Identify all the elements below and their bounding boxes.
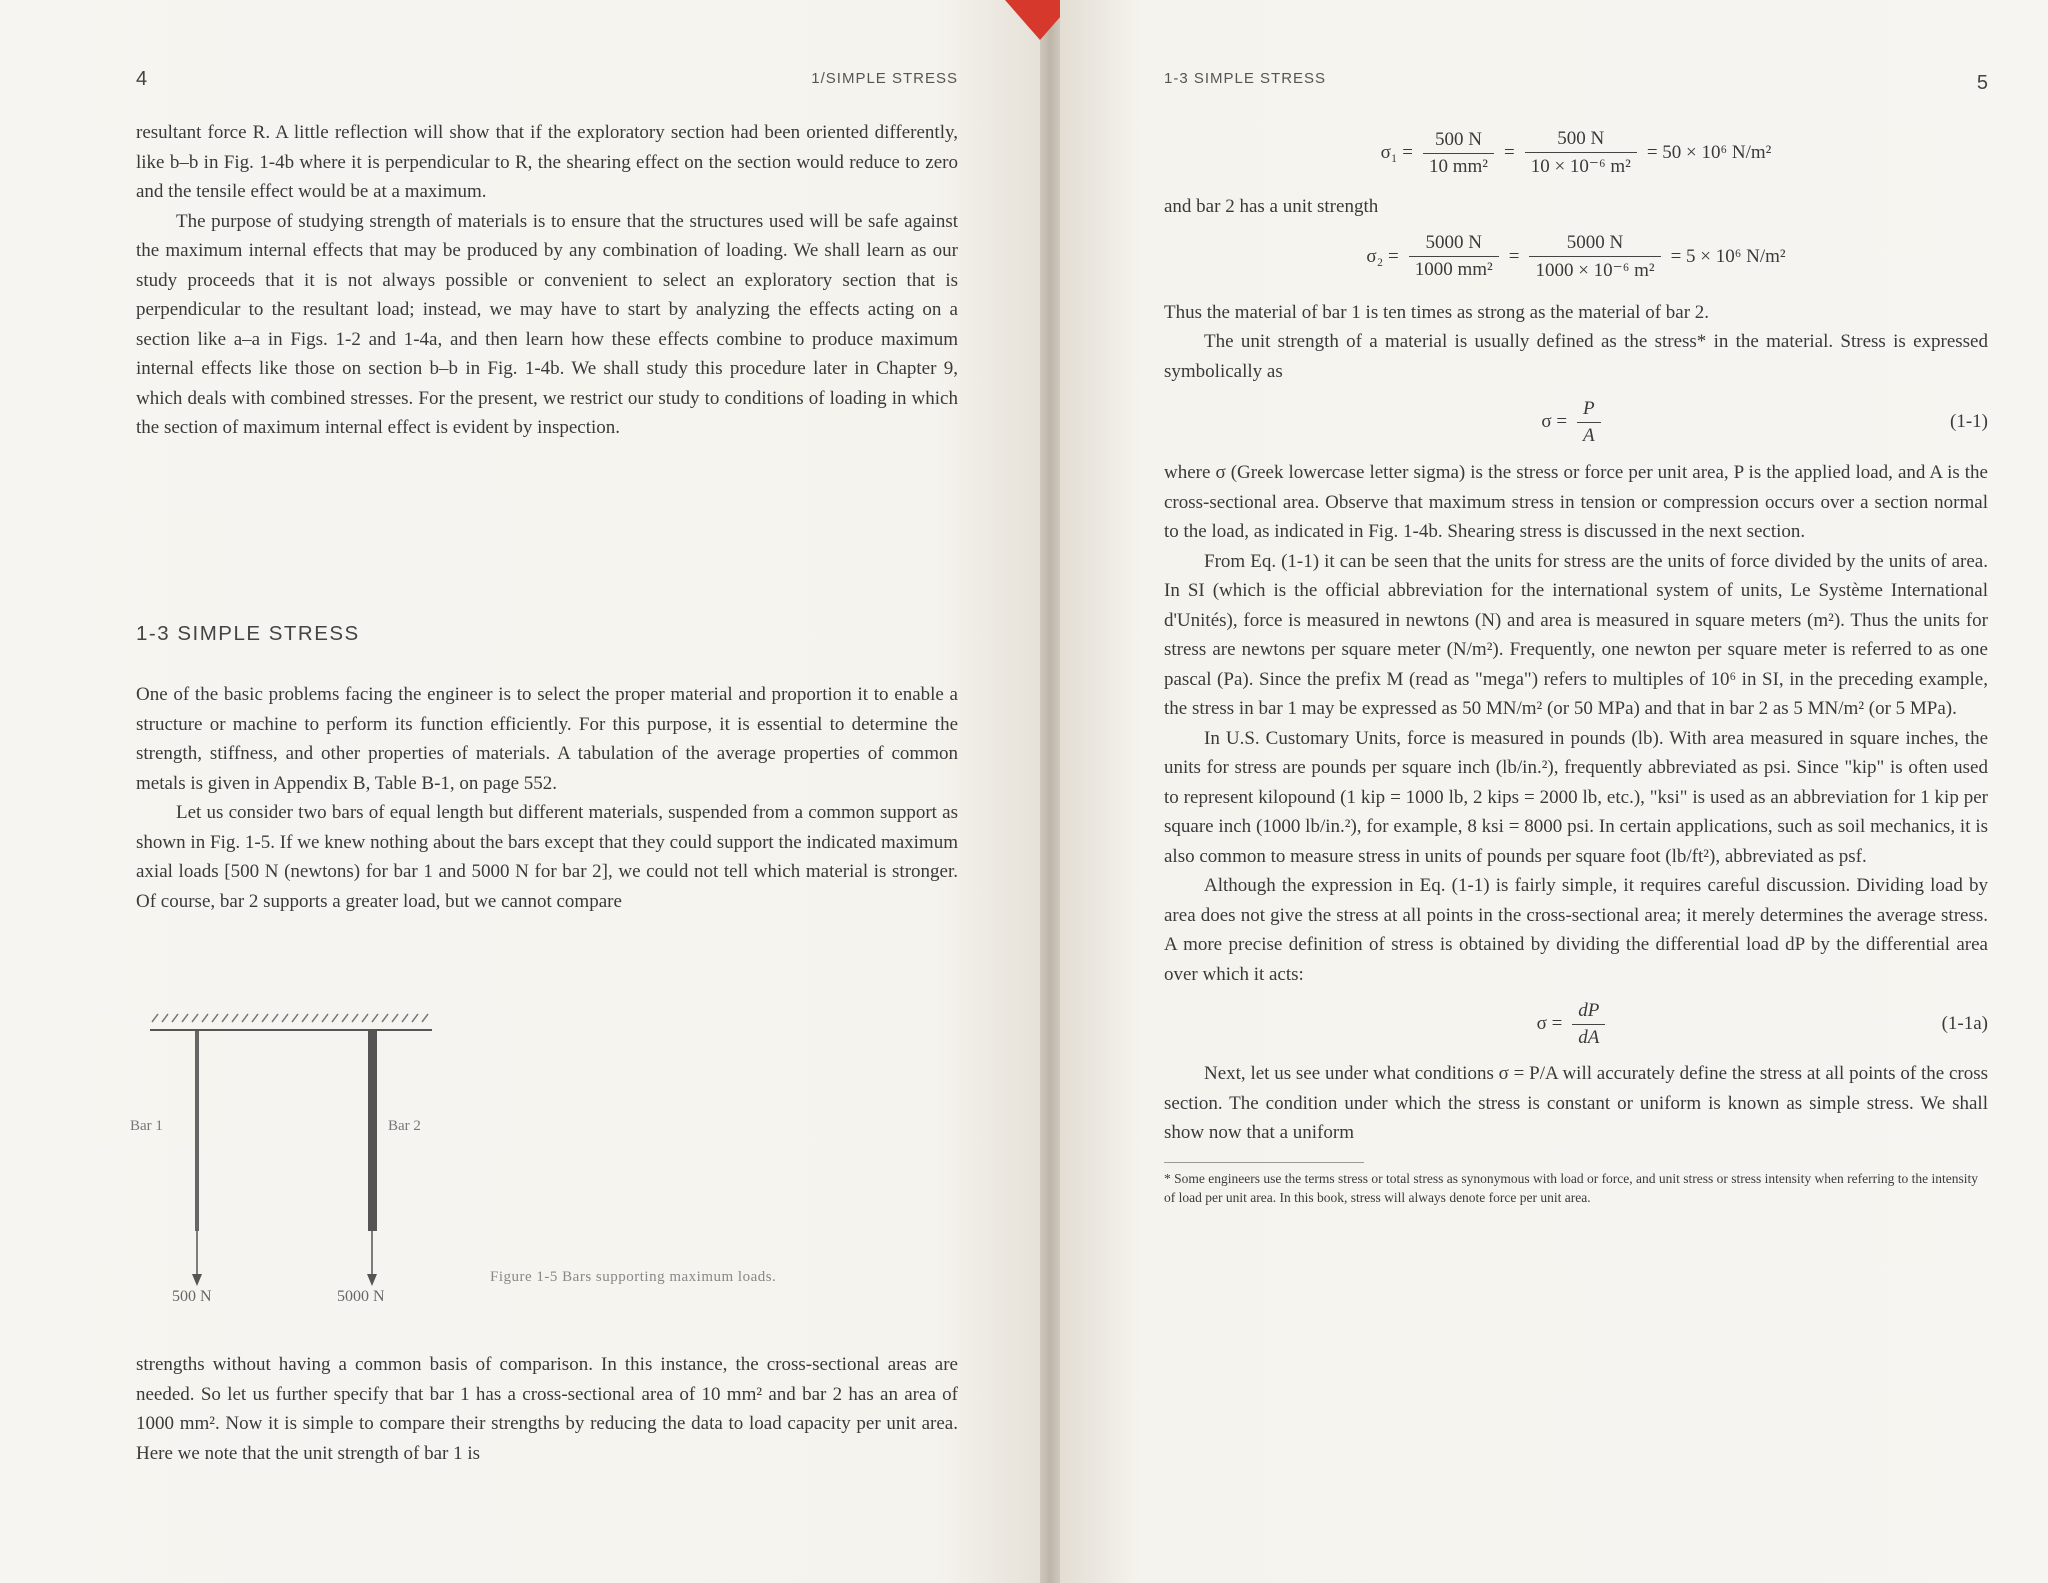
equals-sign: = (1504, 142, 1515, 163)
equation-label: (1-1a) (1941, 1013, 1988, 1034)
eq-lhs: σ = (1541, 411, 1568, 432)
eq-lhs: σ = (1536, 1013, 1563, 1034)
running-head: 1-3 SIMPLE STRESS (1164, 70, 1327, 87)
support-hatching (152, 1014, 428, 1022)
footnote: * Some engineers use the terms stress or total stress as synonymous with load or force, and unit stress or stress intensity when referring to the intensity of load per unit area. In this book, stress will always denote force per unit area. (1164, 1170, 1978, 1205)
book-gutter (1040, 0, 1060, 1583)
paragraph: Let us consider two bars of equal length but different materials, suspended from a common support as shown in Fig. 1-5. If we knew nothing about the bars except that they could support the indicated maximum axial loads [500 N (newtons) for bar 1 and 5000 N for bar 2], we could not tell which material is stronger. Of course, bar 2 supports a greater load, but we cannot compare (136, 802, 958, 912)
denominator: 10 mm² (1423, 153, 1494, 178)
paragraph: Although the expression in Eq. (1-1) is fairly simple, it requires careful discussion. Dividing load by area does not give the stress at all points in the cross-sectional area; it merely determines the average stress. A more precise definition of stress is obtained by dividing the differential load dP by the differential area over which it acts: (1164, 875, 1988, 985)
equation-label: (1-1) (1950, 411, 1988, 432)
paragraph: Thus the material of bar 1 is ten times as strong as the material of bar 2. (1164, 301, 1710, 323)
denominator: 10 × 10⁻⁶ m² (1525, 152, 1637, 178)
fraction (1529, 232, 1660, 282)
paragraph: resultant force R. A little reflection will show that if the exploratory section had been oriented differently, like b–b in Fig. 1-4b where it is perpendicular to R, the shearing effect on the section would reduce to zero and the tensile effect would be at a maximum. (136, 122, 958, 202)
bar-2-label: Bar 2 (388, 1118, 421, 1134)
load-1-arrow (192, 1274, 202, 1286)
fraction (1572, 1000, 1605, 1049)
paragraph: where σ (Greek lowercase letter sigma) is the stress or force per unit area, P is the applied load, and A is the cross-sectional area. Observe that maximum stress in tension or compression occurs over a section normal to the load, as indicated in Fig. 1-4b. Shearing stress is discussed in the next section. (1164, 462, 1988, 542)
section-heading: 1-3 SIMPLE STRESS (136, 622, 360, 645)
equation-1-1a (1164, 989, 1988, 1059)
page-number: 5 (1976, 72, 1988, 94)
equals-sign: = (1508, 245, 1520, 267)
numerator: 5000 N (1566, 231, 1624, 253)
numerator: 500 N (1557, 128, 1605, 149)
paragraph: Next, let us see under what conditions σ = P/A will accurately define the stress at all points of the cross section. The condition under which the stress is constant or uniform is known as simple stress. We shall show now that a uniform (1164, 1063, 1988, 1143)
figure-caption: Figure 1-5 Bars supporting maximum loads. (490, 1269, 777, 1285)
eq-rhs: = 50 × 10⁶ N/m² (1646, 142, 1772, 163)
bar-1-label: Bar 1 (130, 1118, 163, 1134)
footnote-rule (1164, 1162, 1364, 1163)
numerator: 5000 N (1425, 232, 1482, 253)
paragraph: From Eq. (1-1) it can be seen that the units for stress are the units of force divided by the units of area. In SI (which is the official abbreviation for the international system of units, Le Système International d'Unités), force is measured in newtons (N) and area is measured in square meters (m²). Thus the units for stress are newtons per square meter (N/m²). Frequently, one newton per square meter is referred to as one pascal (Pa). Since the prefix M (read as "mega") refers to multiples of 10⁶ in SI, in the preceding example, the stress in bar 1 may be expressed as 50 MN/m² (or 50 MPa) and that in bar 2 as 5 MN/m² (or 5 MPa). (1164, 550, 1988, 719)
equation-1-1 (1164, 386, 1988, 458)
eq-rhs: = 5 × 10⁶ N/m² (1670, 245, 1786, 267)
eq-lhs: σ₂ = (1366, 245, 1399, 267)
paragraph: The unit strength of a material is usually defined as the stress* in the material. Stress is expressed symbolically as (1164, 331, 1988, 382)
denominator: 1000 × 10⁻⁶ m² (1529, 256, 1660, 282)
bar-1 (195, 1031, 199, 1231)
denominator: A (1577, 422, 1601, 447)
denominator: 1000 mm² (1409, 256, 1499, 281)
numerator: dP (1578, 999, 1600, 1021)
fraction (1409, 232, 1499, 281)
right-page (1060, 0, 2048, 1583)
numerator: P (1583, 397, 1595, 419)
fraction (1577, 398, 1601, 447)
page-number: 4 (136, 68, 148, 90)
body-text-top (136, 118, 958, 443)
equation-sigma2 (1164, 222, 1988, 292)
paragraph: One of the basic problems facing the engineer is to select the proper material and proportion it to enable a structure or machine to perform its function efficiently. For this purpose, it is essential to determine the strength, stiffness, and other properties of materials. A tabulation of the average properties of common metals is given in Appendix B, Table B-1, on page 552. (136, 684, 958, 794)
load-2-arrow (367, 1274, 377, 1286)
fraction (1423, 129, 1494, 178)
denominator: dA (1572, 1024, 1605, 1049)
bar-2 (368, 1031, 377, 1231)
load-2-label: 5000 N (337, 1288, 385, 1305)
load-1-label: 500 N (172, 1288, 212, 1305)
paragraph: The purpose of studying strength of materials is to ensure that the structures used will be safe against the maximum internal effects that may be produced by any combination of loading. We shall learn as our study proceeds that it is not always possible or convenient to select an exploratory section that is perpendicular to the resultant load; instead, we may have to start by analyzing the effects acting on a section like a–a in Figs. 1-2 and 1-4a, and then learn how these effects combine to produce maximum internal effects like those on section b–b in Fig. 1-4b. We shall study this procedure later in Chapter 9, which deals with combined stresses. For the present, we restrict our study to conditions of loading in which the section of maximum internal effect is evident by inspection. (136, 210, 958, 438)
body-text-section (136, 680, 958, 916)
paragraph: In U.S. Customary Units, force is measured in pounds (lb). With area measured in square inches, the units for stress are pounds per square inch (lb/in.²), frequently abbreviated as psi. Since "kip" is often used to represent kilopound (1 kip = 1000 lb, 2 kips = 2000 lb, etc.), "ksi" is used as an abbreviation for 1 kip per square inch (1000 lb/in.²), for example, 8 ksi = 8000 psi. In certain applications, such as soil mechanics, it is also common to measure stress in units of pounds per square foot (lb/ft²), abbreviated as psf. (1164, 727, 1988, 867)
paragraph: and bar 2 has a unit strength (1164, 196, 1379, 217)
body-text-bottom (136, 1350, 958, 1468)
running-head: 1/SIMPLE STRESS (811, 70, 958, 87)
eq-lhs: σ₁ = (1380, 142, 1413, 163)
paragraph: strengths without having a common basis of comparison. In this instance, the cross-sectional areas are needed. So let us further specify that bar 1 has a cross-sectional area of 10 mm² and bar 2 has an area of 1000 mm². Now it is simple to compare their strengths by reducing the data to load capacity per unit area. Here we note that the unit strength of bar 1 is (136, 1354, 958, 1464)
equation-sigma1 (1164, 118, 1988, 188)
fraction (1525, 128, 1637, 178)
numerator: 500 N (1435, 128, 1482, 150)
